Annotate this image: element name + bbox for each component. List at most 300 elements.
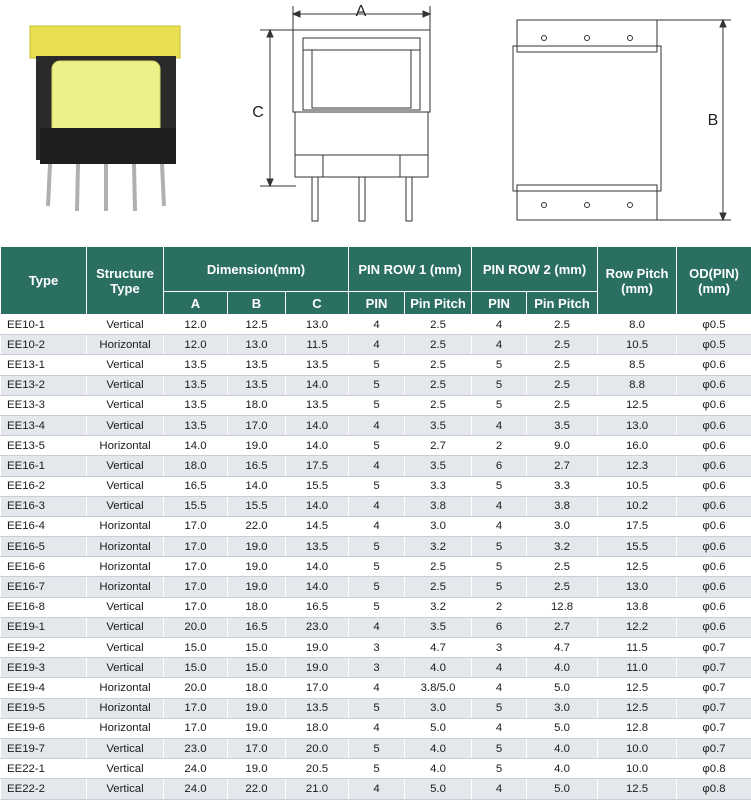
table-cell: 13.5 <box>286 537 349 557</box>
dimension-a-label: A <box>355 3 367 20</box>
table-cell: 14.0 <box>286 436 349 456</box>
table-cell: Horizontal <box>87 537 164 557</box>
table-cell: 14.0 <box>286 577 349 597</box>
table-cell: 5.0 <box>527 678 598 698</box>
table-cell: 2 <box>472 436 527 456</box>
table-cell: EE22-2 <box>1 779 87 799</box>
table-cell: 5 <box>349 395 405 415</box>
table-cell: φ0.7 <box>677 698 751 718</box>
table-row <box>1 456 751 476</box>
table-cell: 5 <box>472 375 527 395</box>
table-cell: 4 <box>472 415 527 435</box>
table-cell: 3 <box>472 638 527 658</box>
table-cell: 4 <box>472 779 527 799</box>
table-cell: 5 <box>349 577 405 597</box>
table-row <box>1 577 751 597</box>
product-figure-area <box>0 0 751 243</box>
table-cell: 19.0 <box>228 436 286 456</box>
subheader-pin-2: PIN <box>472 292 527 315</box>
table-cell: 3.8 <box>527 496 598 516</box>
table-cell: 19.0 <box>228 759 286 779</box>
table-cell: 19.0 <box>228 698 286 718</box>
table-cell: 5 <box>349 597 405 617</box>
header-od-pin: OD(PIN) (mm) <box>677 247 751 315</box>
table-cell: 6 <box>472 617 527 637</box>
table-cell: Horizontal <box>87 718 164 738</box>
table-cell: 2.5 <box>405 577 472 597</box>
table-cell: Horizontal <box>87 335 164 355</box>
table-cell: 3.2 <box>527 537 598 557</box>
table-cell: 19.0 <box>228 537 286 557</box>
front-view-drawing <box>246 0 486 225</box>
table-cell: Vertical <box>87 395 164 415</box>
table-cell: 15.0 <box>164 638 228 658</box>
table-cell: Vertical <box>87 617 164 637</box>
table-cell: 15.0 <box>228 638 286 658</box>
table-cell: 5 <box>472 577 527 597</box>
table-cell: 5.0 <box>405 779 472 799</box>
table-cell: 4.0 <box>405 759 472 779</box>
table-cell: φ0.6 <box>677 617 751 637</box>
table-cell: 8.8 <box>598 375 677 395</box>
table-cell: 3 <box>349 658 405 678</box>
table-cell: 4 <box>349 496 405 516</box>
table-cell: EE13-5 <box>1 436 87 456</box>
table-cell: EE16-4 <box>1 516 87 536</box>
table-cell: 5 <box>349 375 405 395</box>
table-cell: 3.5 <box>405 415 472 435</box>
table-cell: 14.0 <box>286 375 349 395</box>
table-cell: EE19-6 <box>1 718 87 738</box>
table-cell: 4 <box>349 516 405 536</box>
table-row <box>1 355 751 375</box>
table-row <box>1 678 751 698</box>
table-cell: Vertical <box>87 638 164 658</box>
table-cell: 16.5 <box>164 476 228 496</box>
table-cell: 5.0 <box>405 718 472 738</box>
table-cell: 12.8 <box>527 597 598 617</box>
table-cell: 22.0 <box>228 779 286 799</box>
table-cell: 13.0 <box>598 577 677 597</box>
dimension-b-label: B <box>707 112 719 129</box>
table-row <box>1 315 751 335</box>
table-cell: 9.0 <box>527 436 598 456</box>
table-cell: 16.5 <box>286 597 349 617</box>
table-cell: 5 <box>472 537 527 557</box>
dimension-c-label: C <box>252 104 264 121</box>
table-cell: 17.5 <box>286 456 349 476</box>
table-cell: 22.0 <box>228 516 286 536</box>
table-cell: 12.5 <box>598 698 677 718</box>
table-cell: 19.0 <box>228 557 286 577</box>
table-cell: 2.5 <box>405 375 472 395</box>
table-cell: 5 <box>472 759 527 779</box>
table-cell: 12.5 <box>228 315 286 335</box>
table-cell: Horizontal <box>87 698 164 718</box>
table-cell: φ0.7 <box>677 638 751 658</box>
table-cell: 3.5 <box>405 617 472 637</box>
table-cell: 12.5 <box>598 557 677 577</box>
table-row <box>1 638 751 658</box>
table-cell: 16.5 <box>228 617 286 637</box>
table-row <box>1 375 751 395</box>
table-cell: 4.7 <box>405 638 472 658</box>
table-cell: 5 <box>349 355 405 375</box>
table-cell: 2.5 <box>527 395 598 415</box>
table-cell: 19.0 <box>228 577 286 597</box>
table-cell: EE13-2 <box>1 375 87 395</box>
header-structure-type: Structure Type <box>87 247 164 315</box>
table-cell: 4 <box>349 315 405 335</box>
table-cell: 17.0 <box>164 577 228 597</box>
header-pin-row-1: PIN ROW 1 (mm) <box>349 247 472 292</box>
table-cell: 12.5 <box>598 678 677 698</box>
table-cell: 3.5 <box>527 415 598 435</box>
table-cell: 5.0 <box>527 779 598 799</box>
table-cell: φ0.6 <box>677 537 751 557</box>
table-cell: 2.7 <box>405 436 472 456</box>
table-row <box>1 415 751 435</box>
side-view-drawing <box>505 0 745 235</box>
table-cell: Vertical <box>87 415 164 435</box>
table-cell: 3.8 <box>405 496 472 516</box>
table-cell: EE19-3 <box>1 658 87 678</box>
table-cell: 5 <box>349 476 405 496</box>
table-cell: 10.0 <box>598 738 677 758</box>
table-cell: 2.7 <box>527 617 598 637</box>
table-cell: EE13-4 <box>1 415 87 435</box>
table-cell: 4 <box>349 617 405 637</box>
table-row <box>1 496 751 516</box>
table-cell: 5 <box>349 537 405 557</box>
table-cell: 3.0 <box>405 516 472 536</box>
table-row <box>1 516 751 536</box>
table-cell: 5 <box>349 557 405 577</box>
table-cell: 11.0 <box>598 658 677 678</box>
table-row <box>1 698 751 718</box>
specification-table <box>0 246 751 800</box>
table-cell: 15.5 <box>598 537 677 557</box>
table-cell: 2.7 <box>527 456 598 476</box>
table-cell: 16.0 <box>598 436 677 456</box>
table-cell: 23.0 <box>286 617 349 637</box>
table-cell: 3.3 <box>405 476 472 496</box>
table-row <box>1 779 751 799</box>
table-cell: φ0.5 <box>677 315 751 335</box>
table-cell: 2.5 <box>527 335 598 355</box>
table-cell: φ0.5 <box>677 335 751 355</box>
table-cell: 12.0 <box>164 315 228 335</box>
table-cell: 13.5 <box>228 375 286 395</box>
table-cell: 17.0 <box>164 597 228 617</box>
table-cell: 5 <box>349 436 405 456</box>
table-cell: 13.5 <box>164 415 228 435</box>
table-cell: EE16-8 <box>1 597 87 617</box>
table-row <box>1 597 751 617</box>
table-cell: 5 <box>472 355 527 375</box>
table-cell: 17.0 <box>164 718 228 738</box>
table-cell: Horizontal <box>87 678 164 698</box>
table-cell: 17.0 <box>164 557 228 577</box>
table-cell: EE16-1 <box>1 456 87 476</box>
table-cell: 19.0 <box>228 718 286 738</box>
table-cell: 15.0 <box>228 658 286 678</box>
table-cell: 24.0 <box>164 779 228 799</box>
table-cell: 5 <box>472 738 527 758</box>
table-cell: 15.5 <box>164 496 228 516</box>
table-cell: 13.0 <box>286 315 349 335</box>
table-cell: 2.5 <box>405 355 472 375</box>
table-cell: 3.2 <box>405 597 472 617</box>
table-cell: 2.5 <box>405 395 472 415</box>
table-header-row <box>1 247 751 292</box>
table-cell: Vertical <box>87 658 164 678</box>
table-cell: 3.0 <box>527 698 598 718</box>
table-cell: 17.5 <box>598 516 677 536</box>
table-row <box>1 718 751 738</box>
table-cell: φ0.6 <box>677 476 751 496</box>
table-cell: 11.5 <box>286 335 349 355</box>
table-cell: 15.5 <box>286 476 349 496</box>
table-cell: 14.0 <box>286 496 349 516</box>
table-row <box>1 537 751 557</box>
table-cell: φ0.6 <box>677 436 751 456</box>
table-cell: 2 <box>472 597 527 617</box>
table-cell: EE16-5 <box>1 537 87 557</box>
table-cell: 12.3 <box>598 456 677 476</box>
table-cell: 24.0 <box>164 759 228 779</box>
table-cell: 20.0 <box>286 738 349 758</box>
table-cell: Vertical <box>87 597 164 617</box>
table-cell: 12.8 <box>598 718 677 738</box>
table-cell: 2.5 <box>527 557 598 577</box>
table-row <box>1 557 751 577</box>
table-cell: 4 <box>472 678 527 698</box>
table-cell: 5 <box>472 698 527 718</box>
table-cell: φ0.6 <box>677 375 751 395</box>
subheader-pin-1: PIN <box>349 292 405 315</box>
table-cell: Horizontal <box>87 557 164 577</box>
table-cell: Vertical <box>87 456 164 476</box>
table-cell: 5 <box>472 395 527 415</box>
table-cell: 13.5 <box>164 355 228 375</box>
table-cell: Horizontal <box>87 516 164 536</box>
table-cell: EE16-3 <box>1 496 87 516</box>
table-cell: 5 <box>349 759 405 779</box>
table-cell: φ0.6 <box>677 577 751 597</box>
table-cell: 4.7 <box>527 638 598 658</box>
table-row <box>1 738 751 758</box>
table-cell: 4 <box>349 718 405 738</box>
table-cell: 2.5 <box>405 315 472 335</box>
table-cell: 14.0 <box>286 557 349 577</box>
table-cell: 13.0 <box>228 335 286 355</box>
header-pin-row-2: PIN ROW 2 (mm) <box>472 247 598 292</box>
table-cell: 18.0 <box>164 456 228 476</box>
table-cell: 11.5 <box>598 638 677 658</box>
table-cell: 2.5 <box>527 315 598 335</box>
table-cell: Vertical <box>87 738 164 758</box>
table-cell: φ0.7 <box>677 738 751 758</box>
table-cell: φ0.7 <box>677 658 751 678</box>
table-cell: 10.2 <box>598 496 677 516</box>
table-cell: 4 <box>472 718 527 738</box>
table-cell: 4 <box>349 779 405 799</box>
table-cell: 13.5 <box>286 698 349 718</box>
table-cell: 13.5 <box>286 355 349 375</box>
table-cell: φ0.6 <box>677 456 751 476</box>
table-cell: EE16-2 <box>1 476 87 496</box>
table-cell: 20.0 <box>164 678 228 698</box>
table-cell: 16.5 <box>228 456 286 476</box>
table-row <box>1 617 751 637</box>
table-cell: 5 <box>472 476 527 496</box>
table-cell: 18.0 <box>228 597 286 617</box>
table-cell: 14.5 <box>286 516 349 536</box>
table-cell: 5 <box>472 557 527 577</box>
table-row <box>1 759 751 779</box>
table-cell: 4 <box>472 516 527 536</box>
table-row <box>1 335 751 355</box>
table-cell: 4 <box>349 335 405 355</box>
table-cell: 2.5 <box>527 355 598 375</box>
table-cell: 17.0 <box>164 537 228 557</box>
table-cell: 13.0 <box>598 415 677 435</box>
table-cell: 13.8 <box>598 597 677 617</box>
subheader-pin-pitch-2: Pin Pitch <box>527 292 598 315</box>
table-cell: 4 <box>472 658 527 678</box>
table-cell: 2.5 <box>405 335 472 355</box>
table-cell: 17.0 <box>286 678 349 698</box>
table-cell: φ0.6 <box>677 516 751 536</box>
table-cell: 4 <box>349 415 405 435</box>
table-cell: φ0.7 <box>677 678 751 698</box>
table-cell: 3.5 <box>405 456 472 476</box>
table-cell: 4.0 <box>527 759 598 779</box>
table-cell: 4 <box>472 496 527 516</box>
table-cell: 23.0 <box>164 738 228 758</box>
table-cell: 3.8/5.0 <box>405 678 472 698</box>
table-cell: 21.0 <box>286 779 349 799</box>
table-cell: 8.0 <box>598 315 677 335</box>
table-cell: φ0.7 <box>677 718 751 738</box>
table-cell: φ0.6 <box>677 557 751 577</box>
table-cell: Vertical <box>87 375 164 395</box>
table-row <box>1 476 751 496</box>
table-cell: 12.5 <box>598 779 677 799</box>
table-cell: Horizontal <box>87 577 164 597</box>
table-cell: φ0.6 <box>677 415 751 435</box>
table-cell: 18.0 <box>286 718 349 738</box>
table-cell: 20.5 <box>286 759 349 779</box>
table-cell: 20.0 <box>164 617 228 637</box>
header-row-pitch: Row Pitch (mm) <box>598 247 677 315</box>
table-cell: 4.0 <box>405 658 472 678</box>
table-cell: 6 <box>472 456 527 476</box>
table-cell: 17.0 <box>228 738 286 758</box>
table-cell: EE19-5 <box>1 698 87 718</box>
table-row <box>1 658 751 678</box>
table-cell: EE16-7 <box>1 577 87 597</box>
table-cell: EE10-1 <box>1 315 87 335</box>
table-cell: 4.0 <box>405 738 472 758</box>
table-cell: EE19-2 <box>1 638 87 658</box>
header-dimension: Dimension(mm) <box>164 247 349 292</box>
table-row <box>1 436 751 456</box>
table-cell: 15.0 <box>164 658 228 678</box>
table-cell: EE19-7 <box>1 738 87 758</box>
table-cell: 3.3 <box>527 476 598 496</box>
table-cell: 12.2 <box>598 617 677 637</box>
table-cell: 13.5 <box>164 395 228 415</box>
table-row <box>1 395 751 415</box>
table-cell: φ0.8 <box>677 759 751 779</box>
table-cell: 8.5 <box>598 355 677 375</box>
table-cell: φ0.6 <box>677 496 751 516</box>
table-cell: 14.0 <box>286 415 349 435</box>
table-cell: EE19-4 <box>1 678 87 698</box>
table-cell: 19.0 <box>286 638 349 658</box>
table-cell: 2.5 <box>405 557 472 577</box>
table-cell: 2.5 <box>527 375 598 395</box>
subheader-b: B <box>228 292 286 315</box>
table-cell: 18.0 <box>228 678 286 698</box>
table-cell: 10.5 <box>598 335 677 355</box>
table-cell: 4 <box>349 456 405 476</box>
table-cell: 4 <box>349 678 405 698</box>
table-cell: 13.5 <box>228 355 286 375</box>
table-cell: 10.0 <box>598 759 677 779</box>
table-cell: EE13-1 <box>1 355 87 375</box>
subheader-c: C <box>286 292 349 315</box>
table-cell: Vertical <box>87 759 164 779</box>
table-body <box>1 315 751 800</box>
table-cell: 2.5 <box>527 577 598 597</box>
table-cell: φ0.6 <box>677 355 751 375</box>
table-cell: 3 <box>349 638 405 658</box>
table-cell: 4 <box>472 335 527 355</box>
table-cell: 4.0 <box>527 658 598 678</box>
table-cell: 4 <box>472 315 527 335</box>
table-cell: EE16-6 <box>1 557 87 577</box>
table-cell: 5.0 <box>527 718 598 738</box>
table-cell: 15.5 <box>228 496 286 516</box>
transformer-photo <box>22 16 198 216</box>
table-cell: 5 <box>349 738 405 758</box>
table-cell: 19.0 <box>286 658 349 678</box>
table-cell: EE13-3 <box>1 395 87 415</box>
table-cell: 4.0 <box>527 738 598 758</box>
table-cell: φ0.6 <box>677 597 751 617</box>
table-cell: φ0.8 <box>677 779 751 799</box>
table-cell: 12.0 <box>164 335 228 355</box>
table-cell: 13.5 <box>164 375 228 395</box>
table-cell: Vertical <box>87 315 164 335</box>
table-cell: Vertical <box>87 355 164 375</box>
table-cell: Vertical <box>87 476 164 496</box>
header-type: Type <box>1 247 87 315</box>
table-cell: 14.0 <box>164 436 228 456</box>
table-cell: 14.0 <box>228 476 286 496</box>
table-cell: 17.0 <box>164 516 228 536</box>
table-cell: EE22-1 <box>1 759 87 779</box>
subheader-a: A <box>164 292 228 315</box>
table-cell: φ0.6 <box>677 395 751 415</box>
table-cell: 3.0 <box>527 516 598 536</box>
table-cell: 3.2 <box>405 537 472 557</box>
table-cell: 17.0 <box>228 415 286 435</box>
table-cell: 10.5 <box>598 476 677 496</box>
